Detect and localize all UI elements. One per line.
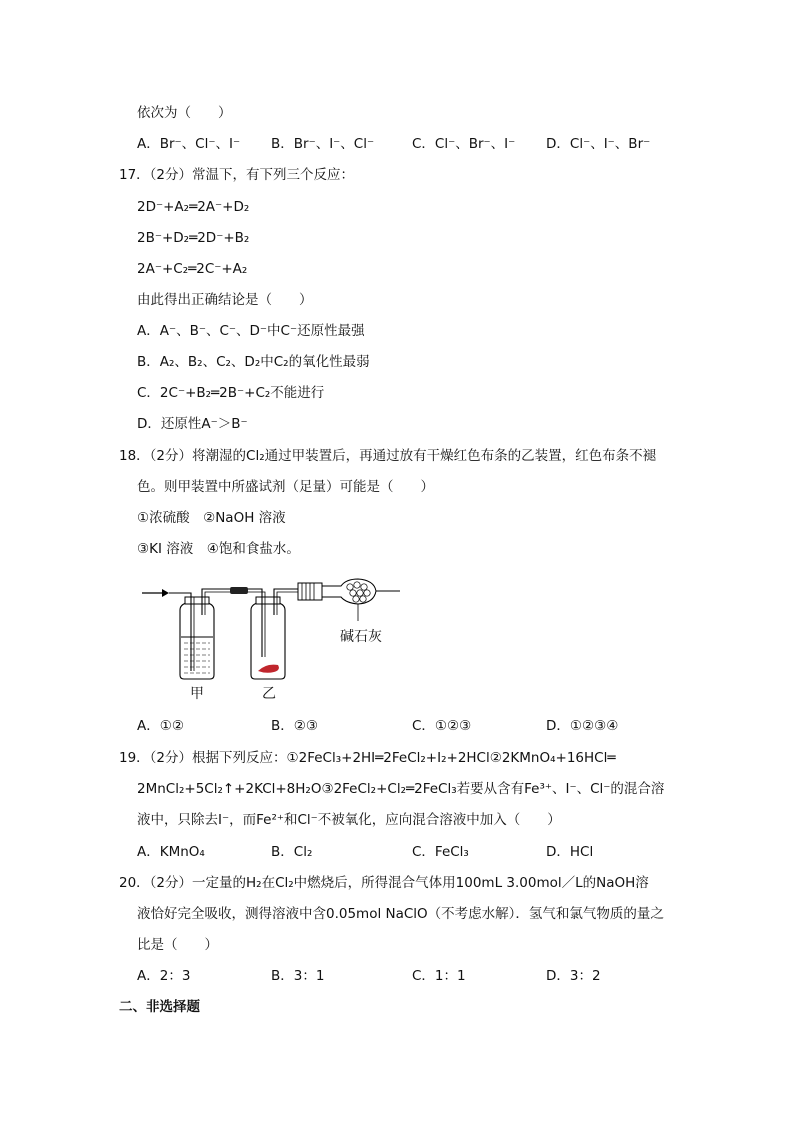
q18-option-c: C．①②③ bbox=[412, 718, 472, 734]
q20-stem-line-2: 液恰好完全吸收，测得溶液中含0.05mol NaClO（不考虑水解）．氢气和氯气物质的量之 bbox=[137, 906, 664, 922]
q17-question: 由此得出正确结论是（ ） bbox=[137, 292, 313, 308]
soda-lime-label: 碱石灰 bbox=[340, 629, 382, 645]
q19-stem-line-1: 19．（2分）根据下列反应：①2FeCl₃+2HI═2FeCl₂+I₂+2HCl②2KMnO₄+16HCl═ bbox=[119, 750, 616, 766]
q19-option-c: C．FeCl₃ bbox=[412, 844, 469, 860]
q20-option-b: B．3：1 bbox=[271, 968, 325, 984]
q18-stem-line-1: 18．（2分）将潮湿的Cl₂通过甲装置后，再通过放有干燥红色布条的乙装置，红色布条不褪 bbox=[119, 448, 657, 464]
q17-option-a: A．A⁻、B⁻、C⁻、D⁻中C⁻还原性最强 bbox=[137, 323, 365, 339]
q17-option-b: B．A₂、B₂、C₂、D₂中C₂的氧化性最弱 bbox=[137, 354, 370, 370]
q16-option-b: B．Br⁻、I⁻、Cl⁻ bbox=[271, 136, 375, 152]
q19-stem-line-2: 2MnCl₂+5Cl₂↑+2KCl+8H₂O③2FeCl₂+Cl₂═2FeCl₃若要从含有Fe³⁺、I⁻、Cl⁻的混合溶 bbox=[137, 781, 665, 797]
q18-option-a: A．①② bbox=[137, 718, 184, 734]
q18-stem-line-2: 色。则甲装置中所盛试剂（足量）可能是（ ） bbox=[137, 479, 434, 495]
q17-equation-1: 2D⁻+A₂═2A⁻+D₂ bbox=[137, 199, 250, 215]
q16-option-a: A．Br⁻、Cl⁻、I⁻ bbox=[137, 136, 241, 152]
q20-option-a: A．2：3 bbox=[137, 968, 191, 984]
q20-option-c: C．1：1 bbox=[412, 968, 466, 984]
q16-option-d: D．Cl⁻、I⁻、Br⁻ bbox=[546, 136, 651, 152]
q17-option-d: D．还原性A⁻＞B⁻ bbox=[137, 416, 248, 432]
q20-stem-line-3: 比是（ ） bbox=[137, 937, 218, 953]
q18-option-d: D．①②③④ bbox=[546, 718, 619, 734]
q18-reagents-line-2: ③KI 溶液 ④饱和食盐水。 bbox=[137, 541, 300, 557]
q17-equation-3: 2A⁻+C₂═2C⁻+A₂ bbox=[137, 261, 248, 277]
bottle-yi-icon bbox=[248, 589, 298, 679]
q16-stem-tail: 依次为（ ） bbox=[137, 105, 232, 121]
q19-option-a: A．KMnO₄ bbox=[137, 844, 205, 860]
q20-option-d: D．3：2 bbox=[546, 968, 601, 984]
q19-stem-line-3: 液中，只除去I⁻，而Fe²⁺和Cl⁻不被氧化，应向混合溶液中加入（ ） bbox=[137, 812, 561, 828]
q19-option-b: B．Cl₂ bbox=[271, 844, 313, 860]
q17-equation-2: 2B⁻+D₂═2D⁻+B₂ bbox=[137, 230, 250, 246]
bottle-yi-label: 乙 bbox=[262, 686, 276, 702]
q17-stem: 17．（2分）常温下，有下列三个反应： bbox=[119, 167, 355, 183]
bottle-jia-icon bbox=[169, 589, 230, 679]
q16-option-c: C．Cl⁻、Br⁻、I⁻ bbox=[412, 136, 516, 152]
drying-tube-icon bbox=[298, 579, 400, 621]
q17-option-c: C．2C⁻+B₂═2B⁻+C₂不能进行 bbox=[137, 385, 325, 401]
q18-reagents-line-1: ①浓硫酸 ②NaOH 溶液 bbox=[137, 510, 286, 526]
q20-stem-line-1: 20．（2分）一定量的H₂在Cl₂中燃烧后，所得混合气体用100mL 3.00mol／L的NaOH溶 bbox=[119, 875, 649, 891]
section-heading: 二、非选择题 bbox=[119, 999, 200, 1015]
q18-option-b: B．②③ bbox=[271, 718, 318, 734]
q19-option-d: D．HCl bbox=[546, 844, 594, 860]
bottle-jia-label: 甲 bbox=[190, 686, 204, 702]
